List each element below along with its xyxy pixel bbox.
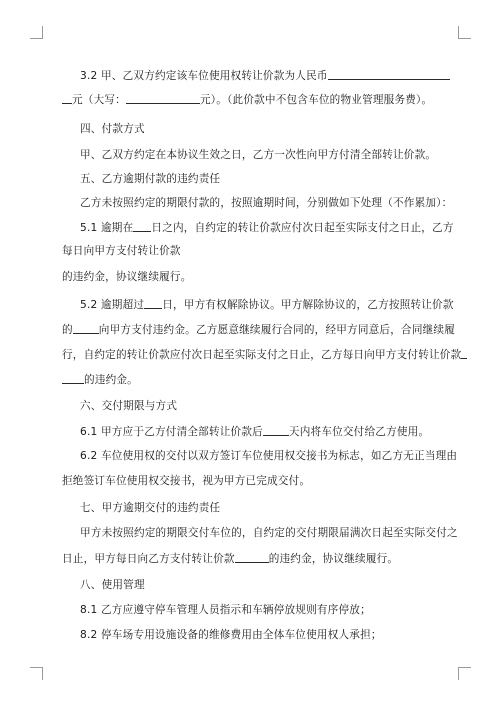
- clause-5-2-line-2: 的 向甲方支付违约金。乙方愿意继续履行合同的，经甲方同意后，合同继续履: [62, 324, 455, 336]
- section-7-line-2: 日止，甲方每日向乙方支付转让价款 的违约金，协议继续履行。: [62, 553, 399, 565]
- section-5-heading: 五、乙方逾期付款的违约责任: [80, 173, 221, 185]
- clause-3-2-line-1: 3.2 甲、乙双方约定该车位使用权转让价款为人民币: [80, 68, 442, 83]
- days-blank: [133, 220, 151, 232]
- crop-mark-bottom-right: [458, 667, 471, 680]
- clause-6-2-line-2: 拒绝签订车位使用权交接书，视为甲方已完成交付。: [62, 475, 311, 487]
- amount-blank: [328, 68, 450, 80]
- section-4-heading: 四、付款方式: [80, 123, 145, 135]
- delay-penalty-blank: [235, 551, 269, 563]
- amount-prefix-blank: [62, 92, 72, 104]
- clause-6-1: 6.1 甲方应于乙方付清全部转让价款后 天内将车位交付给乙方使用。: [80, 426, 430, 438]
- overdue-days-blank: [144, 297, 162, 309]
- delivery-days-blank: [263, 424, 289, 436]
- section-5-intro: 乙方未按照约定的期限付款的，按照逾期时间，分别做如下处理（不作累加）：: [80, 197, 453, 209]
- daily-penalty-blank-start: [461, 347, 467, 359]
- amount-in-words-blank: [126, 92, 200, 104]
- clause-5-1-line-3: 的违约金，协议继续履行。: [62, 271, 192, 283]
- section-8-heading: 八、使用管理: [80, 579, 145, 591]
- crop-mark-top-left: [30, 26, 43, 39]
- section-7-line-1: 甲方未按照约定的期限交付车位的，自约定的交付期限届满次日起至实际交付之: [80, 527, 458, 539]
- clause-6-2-line-1: 6.2 车位使用权的交付以双方签订车位使用权交接书为标志，如乙方无正当理由: [80, 450, 458, 462]
- daily-penalty-blank: [62, 372, 84, 384]
- section-4-text: 甲、乙双方约定在本协议生效之日，乙方一次性向甲方付清全部转让价款。: [80, 149, 437, 161]
- crop-mark-top-right: [458, 26, 471, 39]
- clause-3-2-line-2: 元（大写： 元）。（此价款中不包含车位的物业管理服务费）。: [62, 92, 442, 107]
- clause-5-2-line-4: 的违约金。: [62, 372, 442, 387]
- clause-8-2: 8.2 停车场专用设施设备的维修费用由全体车位使用权人承担；: [80, 629, 382, 641]
- section-7-heading: 七、甲方逾期交付的违约责任: [80, 502, 221, 514]
- clause-8-1: 8.1 乙方应遵守停车管理人员指示和车辆停放规则有序停放；: [80, 604, 371, 616]
- clause-5-2-line-3: 行，自约定的转让价款应付次日起至实际支付之日止，乙方每日向甲方支付转让价款: [62, 347, 442, 362]
- section-6-heading: 六、交付期限与方式: [80, 400, 178, 412]
- clause-5-1-line-1: 5.1 逾期在 日之内，自约定的转让价款应付次日起至实际支付之日止，乙方: [80, 222, 454, 234]
- clause-5-1-line-2: 每日向甲方支付转让价款: [62, 245, 181, 257]
- penalty-rate-blank: [73, 322, 99, 334]
- clause-5-2-line-1: 5.2 逾期超过 日，甲方有权解除协议。甲方解除协议的，乙方按照转让价款: [80, 299, 454, 311]
- crop-mark-bottom-left: [30, 667, 43, 680]
